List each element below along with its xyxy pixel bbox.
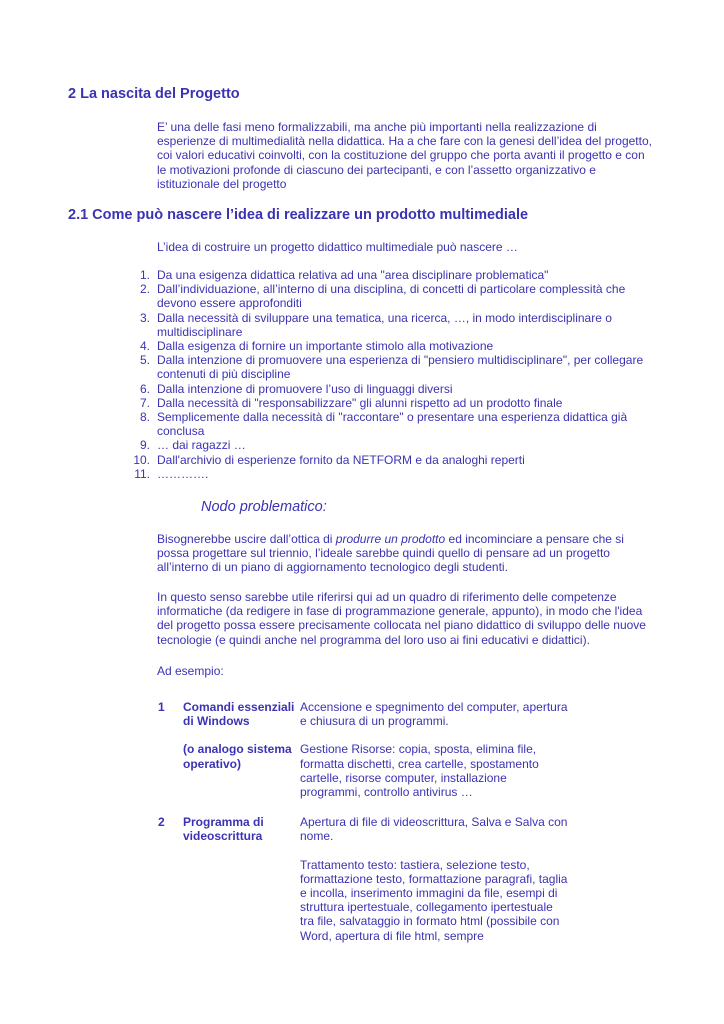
- section-heading-idea: 2.1 Come può nascere l’idea di realizzare un prodotto multimediale: [68, 207, 529, 223]
- list-number: 6.: [139, 381, 150, 396]
- lead-paragraph: L’idea di costruire un progetto didattico multimediale può nascere …: [157, 240, 518, 254]
- list-number: 8.: [139, 410, 150, 425]
- row-number: 1: [158, 700, 165, 714]
- row-description: [300, 815, 570, 957]
- skill-name: Programma di videoscrittura: [183, 815, 264, 844]
- list-item: [130, 339, 650, 353]
- list-text: Dalla necessità di sviluppare una tematica, una ricerca, …, in modo interdisciplinare o multidisciplinare: [157, 310, 612, 339]
- description-2: Trattamento testo: tastiera, selezione testo, formattazione testo, formattazione paragrafi, taglia e incolla, inserimento immagini da file, esempi di struttura ipertestuale, collegamento ipertestuale tra file, salvataggio in formato html (possibile con Word, apertura di file html, sempre: [300, 857, 568, 943]
- row-description: [300, 700, 570, 813]
- list-item: [130, 268, 650, 282]
- table-row: [155, 815, 575, 957]
- row-skill-name: [183, 700, 300, 813]
- list-number: 3.: [139, 310, 150, 325]
- list-text: Dalla intenzione di promuovere una esperienza di "pensiero multidisciplinare", per collegare contenuti di più discipline: [157, 353, 644, 382]
- list-item: [130, 353, 650, 381]
- list-item: [130, 282, 650, 310]
- description-2: Gestione Risorse: copia, sposta, elimina file, formatta dischetti, crea cartelle, spostamento cartelle, risorse computer, installazione programmi, controllo antivirus …: [300, 742, 539, 800]
- list-text: Dall'archivio di esperienze fornito da NETFORM e da analoghi reperti: [157, 452, 525, 467]
- list-item: [130, 467, 650, 481]
- list-item: [130, 438, 650, 452]
- description-1: Accensione e spegnimento del computer, apertura e chiusura di un programmi.: [300, 700, 568, 729]
- nodo-p1-emphasis: produrre un prodotto: [335, 532, 446, 546]
- nodo-paragraph-3: Ad esempio:: [157, 664, 224, 678]
- list-item: [130, 453, 650, 467]
- skills-table: [155, 700, 575, 957]
- intro-paragraph: E’ una delle fasi meno formalizzabili, ma anche più importanti nella realizzazione di esperienze di multimedialità nella didattica. Ha a che fare con la genesi dell’idea del progetto, coi valori educativi coinvolti, con la costituzione del gruppo che porta avanti il progetto e con le motivazioni profonde di ciascuno dei partecipanti, e con l’assetto organizzativo e istituzionale del progetto: [157, 120, 652, 191]
- nodo-problematico-title: Nodo problematico:: [201, 499, 327, 515]
- list-number: 4.: [139, 339, 150, 354]
- list-item: [130, 311, 650, 339]
- list-number: 9.: [139, 438, 150, 453]
- table-row: [155, 700, 575, 813]
- list-item: [130, 382, 650, 396]
- list-item: [130, 396, 650, 410]
- list-number: 2.: [139, 282, 150, 297]
- reasons-list: [130, 268, 650, 481]
- list-text: Semplicemente dalla necessità di "raccontare" o presentare una esperienza didattica già conclusa: [157, 410, 628, 439]
- skill-subname: (o analogo sistema operativo): [183, 742, 292, 771]
- skill-name: Comandi essenziali di Windows: [183, 700, 295, 729]
- list-number: 11.: [134, 466, 150, 481]
- list-number: 10.: [133, 452, 150, 467]
- list-number: 5.: [139, 353, 150, 368]
- section-heading-nascita: 2 La nascita del Progetto: [68, 86, 240, 102]
- list-text: Dalla necessità di "responsabilizzare" gli alunni rispetto ad un prodotto finale: [157, 395, 563, 410]
- list-text: Dalla intenzione di promuovere l’uso di linguaggi diversi: [157, 381, 453, 396]
- list-text: … dai ragazzi …: [157, 438, 246, 453]
- list-item: [130, 410, 650, 438]
- row-number: 2: [158, 815, 165, 830]
- list-text: Dalla esigenza di fornire un importante stimolo alla motivazione: [157, 339, 494, 354]
- nodo-p1-after: ed incominciare a pensare che si possa progettare sul triennio, l’ideale sarebbe quindi quello di pensare ad un progetto all’interno di un piano di aggiornamento tecnologico degli studenti.: [157, 532, 624, 575]
- list-text: ………….: [157, 466, 209, 481]
- list-number: 7.: [139, 395, 150, 410]
- nodo-paragraph-1: [157, 532, 657, 575]
- nodo-p1-before: Bisognerebbe uscire dall’ottica di: [157, 532, 336, 546]
- list-number: 1.: [139, 268, 150, 282]
- row-skill-name: [183, 815, 300, 957]
- list-text: Dall’individuazione, all’interno di una disciplina, di concetti di particolare complessità che devono essere approfonditi: [157, 282, 626, 311]
- nodo-paragraph-2: In questo senso sarebbe utile riferirsi qui ad un quadro di riferimento delle competenze informatiche (da redigere in fase di programmazione generale, appunto), in modo che l'idea del progetto possa essere precisamente collocata nel piano didattico di sviluppo delle nuove tecnologie (e quindi anche nel programma del loro uso ai fini educativi e didattici).: [157, 590, 646, 647]
- list-text: Da una esigenza didattica relativa ad una "area disciplinare problematica": [157, 268, 549, 282]
- description-1: Apertura di file di videoscrittura, Salva e Salva con nome.: [300, 815, 568, 844]
